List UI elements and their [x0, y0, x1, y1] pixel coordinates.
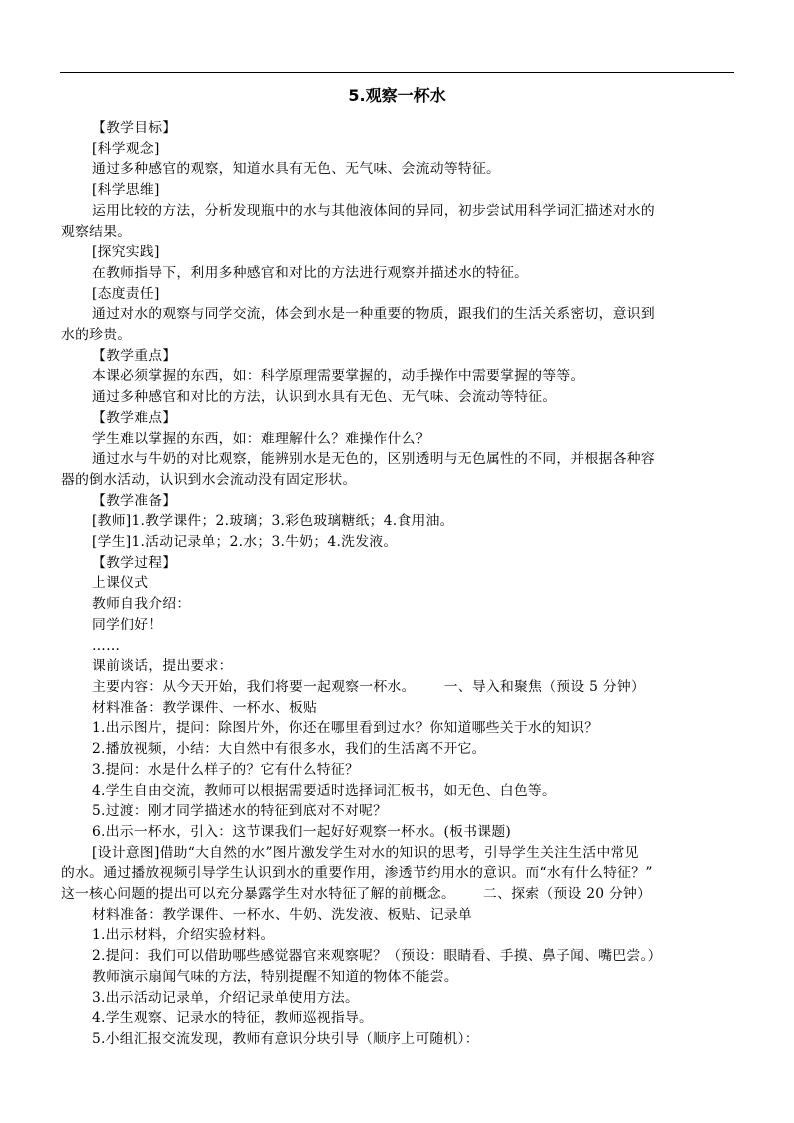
subheading-science-concept: [科学观念]: [92, 140, 160, 157]
paragraph: 运用比较的方法，分析发现瓶中的水与其他液体间的异同，初步尝试用科学词汇描述对水的: [92, 202, 655, 219]
section-heading-objectives: 【教学目标】: [92, 120, 177, 136]
paragraph: ……: [92, 637, 121, 654]
lesson-body: [61, 118, 734, 1050]
paragraph: 通过对水的观察与同学交流，体会到水是一种重要的物质，跟我们的生活关系密切，意识到: [92, 306, 655, 323]
paragraph: 材料准备：教学课件、一杯水、牛奶、洗发液、板贴、记录单: [92, 906, 472, 923]
stage-heading-explore: 二、探索（预设 20 分钟）: [483, 886, 652, 903]
section-heading-key-points: 【教学重点】: [92, 347, 177, 364]
stage-heading-intro: 一、导入和聚焦（预设 5 分钟）: [443, 678, 646, 695]
list-item: 4.学生观察、记录水的特征，教师巡视指导。: [92, 1010, 374, 1027]
paragraph: 上课仪式: [92, 575, 149, 592]
paragraph: 通过水与牛奶的对比观察，能辨别水是无色的，区别透明与无色属性的不同，并根据各种容: [92, 451, 655, 468]
paragraph: [教师]1.教学课件；2.玻璃；3.彩色玻璃糖纸；4.食用油。: [92, 513, 454, 530]
subheading-attitude: [态度责任]: [92, 285, 160, 302]
paragraph-continuation: 观察结果。: [61, 223, 132, 240]
section-heading-process: 【教学过程】: [92, 554, 177, 571]
paragraph: [学生]1.活动记录单；2.水；3.牛奶；4.洗发液。: [92, 534, 398, 551]
paragraph: 本课必须掌握的东西，如：科学原理需要掌握的，动手操作中需要掌握的等等。: [92, 368, 585, 385]
list-item: 4.学生自由交流，教师可以根据需要适时选择词汇板书，如无色、白色等。: [92, 782, 557, 799]
list-item: 1.出示材料，介绍实验材料。: [92, 927, 275, 944]
paragraph: 教师自我介绍：: [92, 596, 191, 613]
paragraph: 课前谈话，提出要求：: [92, 658, 233, 675]
paragraph: 通过多种感官的观察，知道水具有无色、无气味、会流动等特征。: [92, 161, 501, 178]
header-rule: [60, 72, 734, 73]
list-item: 1.出示图片，提问：除图片外，你还在哪里看到过水？你知道哪些关于水的知识？: [92, 720, 599, 737]
list-item: 3.出示活动记录单，介绍记录单使用方法。: [92, 989, 360, 1006]
subheading-science-thinking: [科学思维]: [92, 182, 160, 199]
paragraph: 在教师指导下，利用多种感官和对比的方法进行观察并描述水的特征。: [92, 264, 529, 281]
list-item: 2.播放视频，小结：大自然中有很多水，我们的生活离不开它。: [92, 741, 486, 758]
design-intent-text: 这一核心问题的提出可以充分暴露学生对水特征了解的前概念。: [61, 886, 456, 903]
list-item: 3.提问：水是什么样子的？它有什么特征？: [92, 761, 360, 778]
paragraph-continuation: 的水。通过播放视频引导学生认识到水的重要作用，渗透节约用水的意识。而“水有什么特征？”: [61, 865, 653, 882]
list-item: 5.小组汇报交流发现，教师有意识分块引导（顺序上可随机）：: [92, 1030, 479, 1047]
main-content-text: 主要内容：从今天开始，我们将要一起观察一杯水。: [92, 678, 416, 695]
section-heading-difficulties: 【教学难点】: [92, 409, 177, 426]
section-heading-preparation: 【教学准备】: [92, 492, 177, 509]
paragraph: 教师演示扇闻气味的方法，特别提醒不知道的物体不能尝。: [92, 968, 458, 985]
paragraph: 同学们好！: [92, 616, 163, 633]
paragraph-continuation: 水的珍贵。: [61, 327, 132, 344]
subheading-inquiry-practice: [探究实践]: [92, 244, 160, 261]
list-item: 6.出示一杯水，引入：这节课我们一起好好观察一杯水。(板书课题): [92, 823, 512, 840]
paragraph: 通过多种感官和对比的方法，认识到水具有无色、无气味、会流动等特征。: [92, 389, 557, 406]
paragraph: [设计意图]借助“大自然的水”图片激发学生对水的知识的思考，引导学生关注生活中常见: [92, 844, 639, 861]
list-item: 2.提问：我们可以借助哪些感觉器官来观察呢？（预设：眼睛看、手摸、鼻子闻、嘴巴尝。）: [92, 948, 662, 965]
lesson-title: 5.观察一杯水: [348, 86, 446, 105]
paragraph: [92, 677, 734, 698]
paragraph: 学生难以掌握的东西，如：难理解什么？难操作什么？: [92, 430, 430, 447]
paragraph: 材料准备：教学课件、一杯水、板贴: [92, 699, 318, 716]
paragraph-continuation: 器的倒水活动，认识到水会流动没有固定形状。: [61, 471, 357, 488]
list-item: 5.过渡：刚才同学描述水的特征到底对不对呢？: [92, 803, 388, 820]
paragraph-continuation: [61, 884, 734, 905]
